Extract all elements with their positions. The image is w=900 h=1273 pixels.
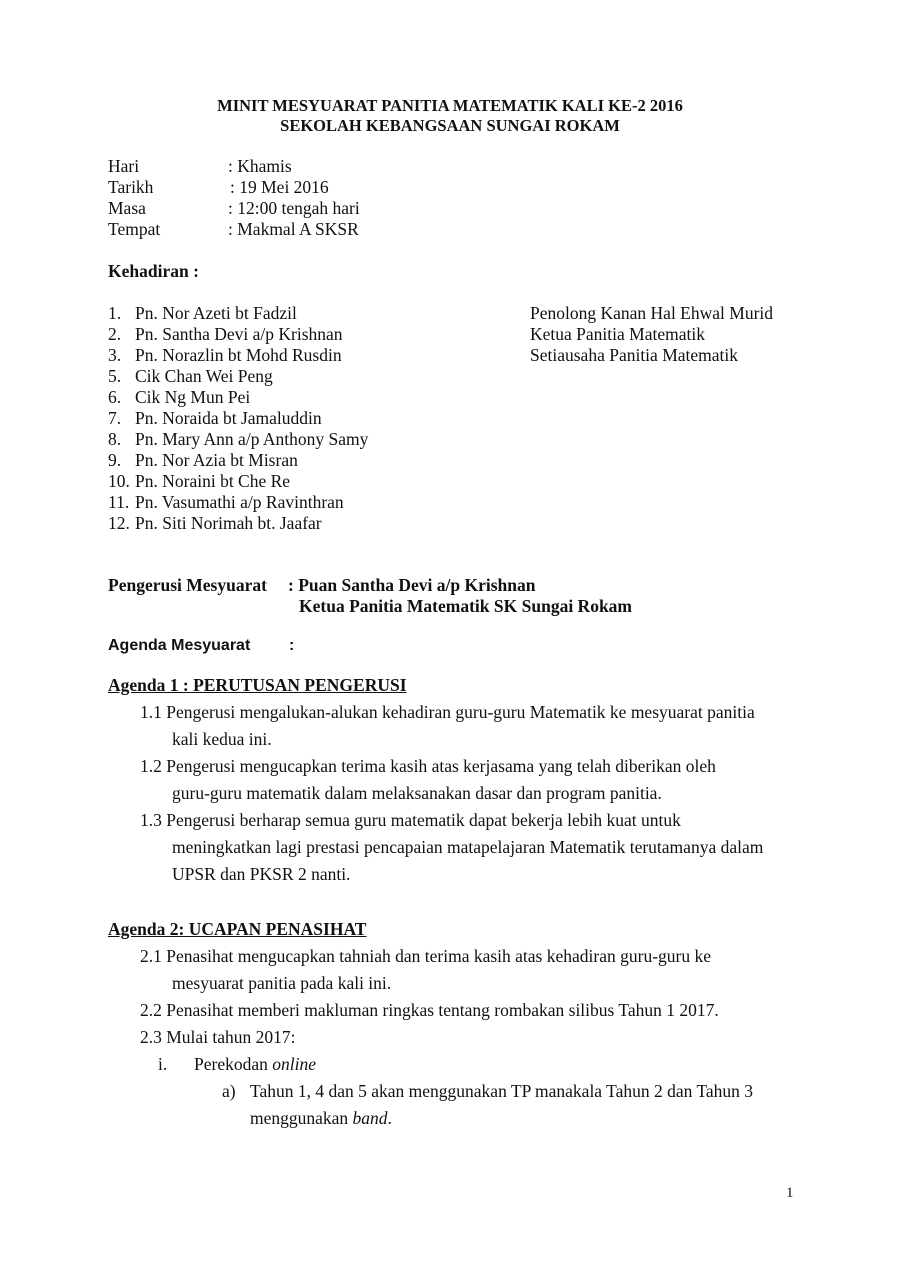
- sub-item-i-text: Perekodan: [194, 1054, 273, 1074]
- member-name: Cik Chan Wei Peng: [135, 366, 273, 386]
- detail-value: : Makmal A SKSR: [228, 219, 359, 239]
- agenda-2-item-1: 2.1 Penasihat mengucapkan tahniah dan terima kasih atas kehadiran guru-guru ke: [140, 946, 711, 966]
- member-number: 7.: [108, 408, 122, 428]
- sub-item-i: [194, 1054, 316, 1074]
- sub-item-i-number: i.: [158, 1054, 168, 1074]
- member-number: 3.: [108, 345, 122, 365]
- member-number: 11.: [108, 492, 130, 512]
- member-role: Ketua Panitia Matematik: [530, 324, 705, 344]
- member-name: Pn. Nor Azia bt Misran: [135, 450, 298, 470]
- member-name: Pn. Noraini bt Che Re: [135, 471, 291, 491]
- sub-item-i-italic: online: [272, 1054, 316, 1074]
- member-number: 6.: [108, 387, 122, 407]
- member-name: Cik Ng Mun Pei: [135, 387, 251, 407]
- title-line-1: MINIT MESYUARAT PANITIA MATEMATIK KALI KE-2 2016: [217, 96, 683, 115]
- agenda-2-heading: Agenda 2: UCAPAN PENASIHAT: [108, 919, 367, 939]
- detail-value: : 12:00 tengah hari: [228, 198, 360, 218]
- agenda-label: Agenda Mesyuarat: [108, 637, 251, 654]
- sub-item-a-cont: [250, 1108, 392, 1128]
- member-name: Pn. Norazlin bt Mohd Rusdin: [135, 345, 342, 365]
- member-role: Setiausaha Panitia Matematik: [530, 345, 739, 365]
- member-name: Pn. Siti Norimah bt. Jaafar: [135, 513, 322, 533]
- chair-title: Ketua Panitia Matematik SK Sungai Rokam: [299, 596, 633, 616]
- member-number: 1.: [108, 303, 122, 323]
- sub-item-a: Tahun 1, 4 dan 5 akan menggunakan TP manakala Tahun 2 dan Tahun 3: [250, 1081, 754, 1101]
- chair-label: Pengerusi Mesyuarat: [108, 575, 267, 595]
- member-number: 10.: [108, 471, 130, 491]
- member-name: Pn. Santha Devi a/p Krishnan: [135, 324, 343, 344]
- member-role: Penolong Kanan Hal Ehwal Murid: [530, 303, 774, 323]
- detail-value: : 19 Mei 2016: [230, 177, 329, 197]
- agenda-1-heading: Agenda 1 : PERUTUSAN PENGERUSI: [108, 675, 407, 695]
- agenda-1-item-3-cont2: UPSR dan PKSR 2 nanti.: [172, 864, 351, 884]
- member-number: 9.: [108, 450, 122, 470]
- detail-label: Masa: [108, 198, 146, 218]
- member-name: Pn. Mary Ann a/p Anthony Samy: [135, 429, 369, 449]
- agenda-1-item-1-cont: kali kedua ini.: [172, 729, 272, 749]
- member-name: Pn. Nor Azeti bt Fadzil: [135, 303, 297, 323]
- member-name: Pn. Vasumathi a/p Ravinthran: [135, 492, 344, 512]
- chair-name: : Puan Santha Devi a/p Krishnan: [288, 575, 536, 595]
- agenda-colon: :: [289, 637, 295, 654]
- title-line-2: SEKOLAH KEBANGSAAN SUNGAI ROKAM: [280, 116, 620, 135]
- agenda-2-item-3: 2.3 Mulai tahun 2017:: [140, 1027, 296, 1047]
- agenda-1-item-2: 1.2 Pengerusi mengucapkan terima kasih atas kerjasama yang telah diberikan oleh: [140, 756, 716, 776]
- attendance-heading: Kehadiran :: [108, 261, 199, 281]
- agenda-2-item-2: 2.2 Penasihat memberi makluman ringkas tentang rombakan silibus Tahun 1 2017.: [140, 1000, 719, 1020]
- detail-label: Tempat: [108, 219, 161, 239]
- member-number: 8.: [108, 429, 122, 449]
- agenda-1-item-2-cont: guru-guru matematik dalam melaksanakan dasar dan program panitia.: [172, 783, 662, 803]
- sub-item-a-cont-text: menggunakan: [250, 1108, 353, 1128]
- sub-item-a-end: .: [387, 1108, 392, 1128]
- sub-item-a-number: a): [222, 1081, 236, 1101]
- detail-label: Tarikh: [108, 177, 154, 197]
- member-number: 12.: [108, 513, 130, 533]
- agenda-1-item-1: 1.1 Pengerusi mengalukan-alukan kehadiran guru-guru Matematik ke mesyuarat panitia: [140, 702, 755, 722]
- member-number: 5.: [108, 366, 122, 386]
- agenda-1-item-3-cont: meningkatkan lagi prestasi pencapaian matapelajaran Matematik terutamanya dalam: [172, 837, 764, 857]
- page-number: 1: [786, 1185, 794, 1201]
- detail-label: Hari: [108, 156, 140, 176]
- agenda-1-item-3: 1.3 Pengerusi berharap semua guru matematik dapat bekerja lebih kuat untuk: [140, 810, 681, 830]
- sub-item-a-italic: band: [352, 1108, 388, 1128]
- agenda-2-item-1-cont: mesyuarat panitia pada kali ini.: [172, 973, 392, 993]
- member-number: 2.: [108, 324, 122, 344]
- member-name: Pn. Noraida bt Jamaluddin: [135, 408, 322, 428]
- detail-value: : Khamis: [228, 156, 292, 176]
